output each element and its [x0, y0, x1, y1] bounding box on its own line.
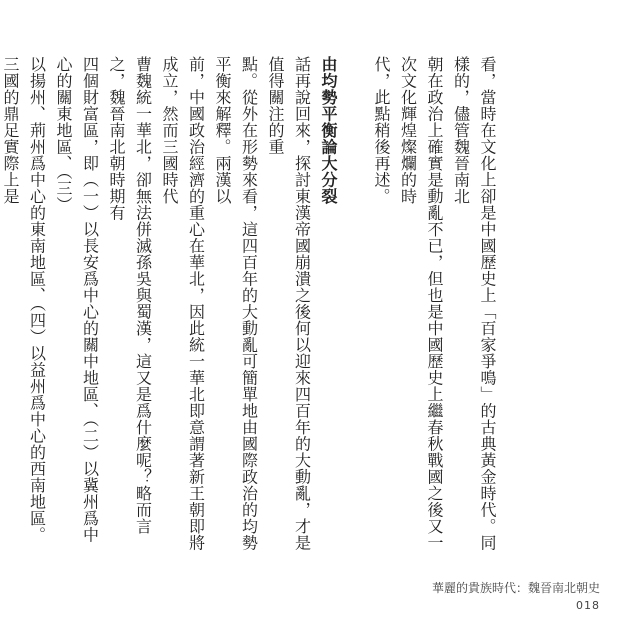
text-line: 以揚州、荊州爲中心的東南地區、（四）以益州爲中心的西南地區。三國的鼎足實際上是: [1, 56, 47, 543]
section-heading: 由均勢平衡論大分裂: [319, 56, 338, 205]
text-line: 代，此點稍後再述。: [372, 56, 391, 205]
text-line: 看，當時在文化上卻是中國歷史上「百家爭鳴」的古典黃金時代。同樣的，儘管魏晉南北: [451, 56, 497, 551]
text-line: 話再說回來，探討東漢帝國崩潰之後何以迎來四百年的大動亂，才是值得關注的重: [266, 56, 312, 551]
paragraph-continued: [368, 56, 501, 556]
section-heading-block: [315, 56, 368, 556]
text-line: 點。從外在形勢來看，這四百年的大動亂可簡單地由國際政治的均勢平衡來解釋。兩漢以: [213, 56, 259, 551]
text-line: 前，中國政治經濟的重心在華北，因此統一華北即意謂著新王朝即將成立，然而三國時代: [160, 56, 206, 551]
text-line: 曹魏統一華北，卻無法併滅孫吳與蜀漢，這又是爲什麼呢？略而言之，魏晉南北朝時期有: [107, 56, 153, 535]
vertical-text-block: [0, 56, 500, 556]
running-footer-title: 華麗的貴族時代：魏晉南北朝史: [431, 581, 600, 595]
page-number: 018: [576, 599, 600, 612]
paragraph-2: [0, 56, 315, 556]
text-line: 朝在政治上確實是動亂不已，但也是中國歷史上繼春秋戰國之後又一次文化輝煌燦爛的時: [398, 56, 444, 551]
text-line: 四個財富區，即（一）以長安爲中心的關中地區、（二）以冀州爲中心的關東地區、（三）: [54, 56, 100, 543]
